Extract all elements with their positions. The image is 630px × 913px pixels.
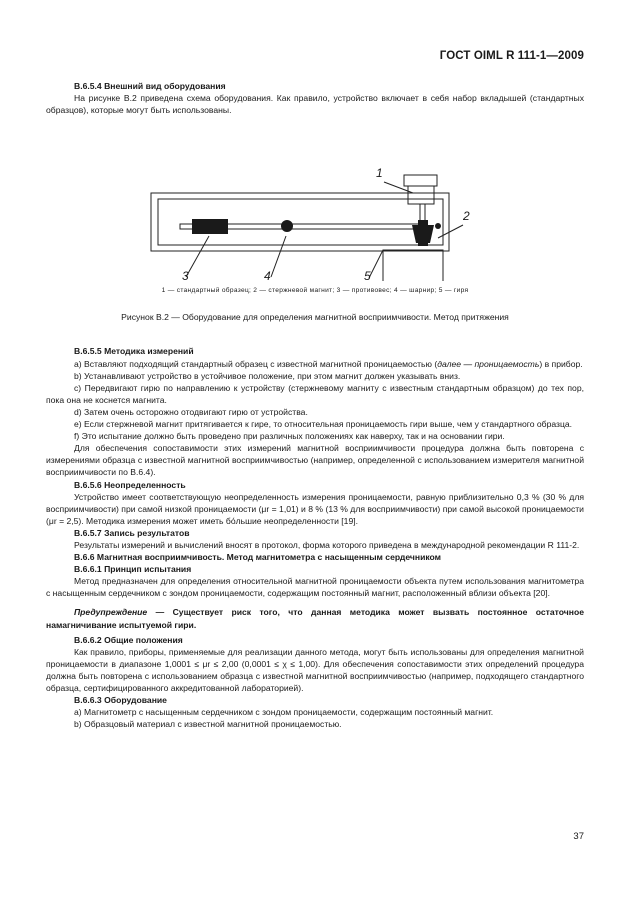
hinge xyxy=(281,220,293,232)
equipment-diagram xyxy=(46,119,584,281)
list-item-a: a) Вставляют подходящий стандартный образец с известной магнитной проницаемостью (далее — проницаемость) в прибор. xyxy=(74,358,583,369)
figure-label-1: 1 xyxy=(376,166,383,181)
page-number: 37 xyxy=(573,831,584,842)
list-item-e: e) Если стержневой магнит притягивается к гире, то относительная проницаемость гири выше, чем у стандартного образца. xyxy=(74,419,573,430)
standard-sample xyxy=(408,186,434,204)
paragraph: Как правило, приборы, применяемые для реализации данного метода, могут быть использованы для определения магнитной проницаемости в диапазоне 1,0001 ≤ μr ≤ 2,00 (0,0001 ≤ χ ≤ 1,00). Для обеспечения сопоставимости этих определений процедура должна быть повторена с использованием образца с известной магнитной восприимчивостью (например, подходящего стандартного образца, сертифицированного аккредитованной лабораторией). xyxy=(46,646,584,693)
list-item-a: a) Магнитометр с насыщенным сердечником с зондом проницаемости, содержащим постоянный магнит. xyxy=(74,707,494,718)
section-heading: B.6.5.5 Методика измерений xyxy=(74,346,194,357)
figure-legend: 1 — стандартный образец; 2 — стержневой магнит; 3 — противовес; 4 — шарнир; 5 — гиря xyxy=(161,287,469,295)
figure-label-3: 3 xyxy=(182,269,189,282)
list-item-d: d) Затем очень осторожно отодвигают гирю от устройства. xyxy=(74,406,308,417)
leader-4 xyxy=(271,236,286,277)
paragraph: На рисунке B.2 приведена схема оборудования. Как правило, устройство включает в себя набор вкладышей (стандартных образцов), которые могут быть использованы. xyxy=(46,93,584,116)
magnet-pin xyxy=(435,223,441,229)
list-item-b: b) Устанавливают устройство в устойчивое положение, при этом магнит должен указывать вниз. xyxy=(74,370,461,381)
figure-b2 xyxy=(46,119,584,281)
section-heading: B.6.6.2 Общие положения xyxy=(74,634,183,645)
counterweight xyxy=(192,219,228,234)
page-body xyxy=(46,80,584,730)
paragraph: Результаты измерений и вычислений вносят в протокол, форма которого приведена в международной рекомендации R 111-2. xyxy=(74,539,580,550)
list-item-b: b) Образцовый материал с известной магнитной проницаемостью. xyxy=(74,719,342,730)
figure-label-5: 5 xyxy=(364,269,371,282)
paragraph: Устройство имеет соответствующую неопределенность измерения проницаемости, равную приблизительно 0,3 % (30 % для восприимчивости) при самой низкой проницаемости (μr = 1,01) и 8 % (13 % для восприимчивости) при самой высокой проницаемости (μr = 2,5). Методика измерения может иметь бо́льшие неопределенности [19]. xyxy=(46,491,584,526)
figure-caption: Рисунок B.2 — Оборудование для определения магнитной восприимчивости. Метод притяжения xyxy=(121,312,509,323)
weight-body xyxy=(383,250,443,281)
paragraph: Метод предназначен для определения относительной магнитной проницаемости объекта путем использования магнитометра с насыщенным сердечником с зондом проницаемости, содержащим постоянный магнит, расположенный вблизи объекта [20]. xyxy=(46,576,584,599)
list-item-c: c) Передвигают гирю по направлению к устройству (стержневому магниту с известным стандартным образцом) до тех пор, пока она не коснется магнита. xyxy=(46,382,584,405)
leader-3 xyxy=(186,236,209,277)
section-heading: B.6.6.1 Принцип испытания xyxy=(74,564,192,575)
figure-label-4: 4 xyxy=(264,269,271,282)
leader-1 xyxy=(384,182,413,193)
section-heading: B.6.5.6 Неопределенность xyxy=(74,479,186,490)
warning-note: Предупреждение — Существует риск того, что данная методика может вызвать постоянное остаточное намагничивание испытуемой гири. xyxy=(46,607,584,630)
list-item-f: f) Это испытание должно быть проведено при различных положениях как наверху, так и на основании гири. xyxy=(74,431,505,442)
section-heading: B.6.6.3 Оборудование xyxy=(74,695,167,706)
section-heading: B.6.5.4 Внешний вид оборудования xyxy=(74,81,226,91)
sample-holder xyxy=(404,175,437,186)
document-header: ГОСТ OIML R 111-1—2009 xyxy=(439,50,584,62)
section-heading: B.6.5.7 Запись результатов xyxy=(74,527,190,538)
paragraph: Для обеспечения сопоставимости этих измерений магнитной восприимчивости процедура должна быть повторена с измерениями образца с известной магнитной восприимчивостью (например, определенной с использованием измерителя магнитной восприимчивости по B.6.4). xyxy=(46,443,584,478)
leader-5 xyxy=(369,250,383,278)
leader-2 xyxy=(438,225,463,238)
magnet-housing xyxy=(412,225,434,243)
figure-label-2: 2 xyxy=(463,209,470,224)
section-heading: B.6.6 Магнитная восприимчивость. Метод магнитометра с насыщенным сердечником xyxy=(74,552,442,563)
